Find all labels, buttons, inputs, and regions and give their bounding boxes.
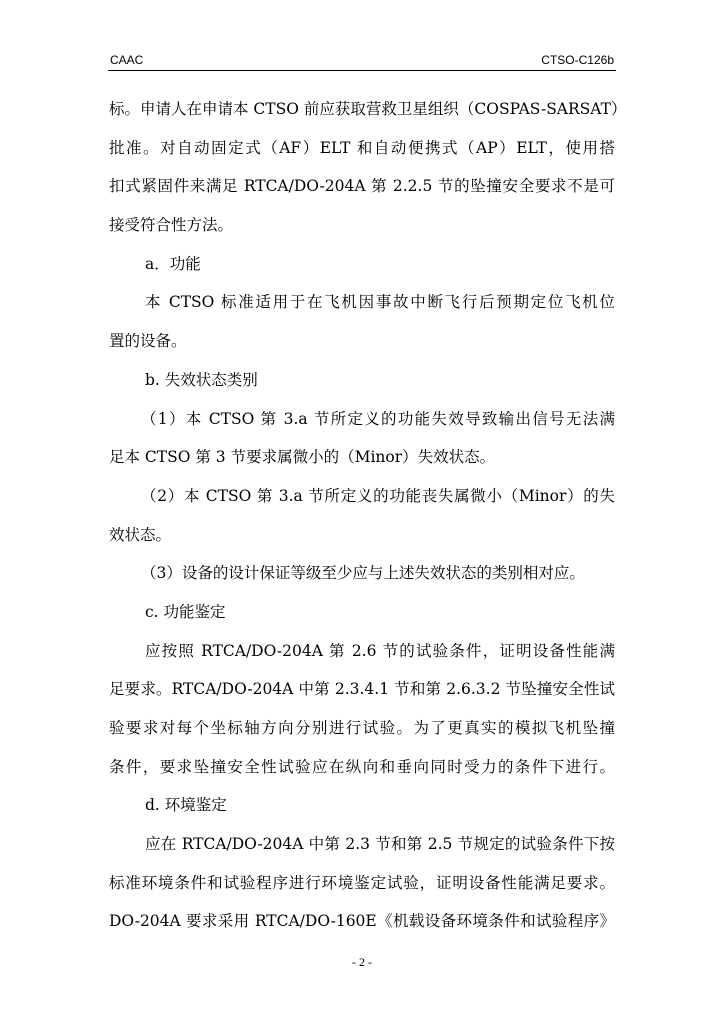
header-organization: CAAC — [110, 53, 144, 67]
body-line: 应在 RTCA/DO-204A 中第 2.3 节和第 2.5 节规定的试验条件下按 — [145, 835, 615, 854]
header-document-id: CTSO-C126b — [541, 53, 614, 67]
body-line: 条件，要求坠撞安全性试验应在纵向和垂向同时受力的条件下进行。 — [109, 757, 615, 776]
section-heading-a: a．功能 — [145, 254, 201, 273]
section-heading-d: d. 环境鉴定 — [145, 796, 227, 815]
body-line: 接受符合性方法。 — [109, 216, 234, 235]
body-line: （2）本 CTSO 第 3.a 节所定义的功能丧失属微小（Minor）的失 — [141, 486, 615, 505]
document-body — [109, 90, 627, 941]
body-line: DO-204A 要求采用 RTCA/DO-160E《机载设备环境条件和试验程序》 — [109, 912, 615, 931]
body-line: 足本 CTSO 第 3 节要求属微小的（Minor）失效状态。 — [109, 448, 496, 467]
body-line: 本 CTSO 标准适用于在飞机因事故中断飞行后预期定位飞机位 — [145, 293, 615, 312]
section-heading-b: b. 失效状态类别 — [145, 370, 258, 389]
body-line: 标准环境条件和试验程序进行环境鉴定试验，证明设备性能满足要求。 — [109, 873, 615, 892]
body-line: 足要求。RTCA/DO-204A 中第 2.3.4.1 节和第 2.6.3.2 节坠撞安全性试 — [109, 680, 615, 699]
header-divider — [108, 70, 616, 71]
body-line: 标。申请人在申请本 CTSO 前应获取营救卫星组织（COSPAS-SARSAT） — [109, 100, 627, 118]
body-line: 扣式紧固件来满足 RTCA/DO-204A 第 2.2.5 节的坠撞安全要求不是可 — [109, 177, 615, 196]
page-number: - 2 - — [352, 955, 372, 969]
body-line: 应按照 RTCA/DO-204A 第 2.6 节的试验条件，证明设备性能满 — [145, 641, 615, 660]
body-line: 效状态。 — [109, 525, 172, 544]
body-line: （1）本 CTSO 第 3.a 节所定义的功能失效导致输出信号无法满 — [141, 409, 615, 428]
section-heading-c: c. 功能鉴定 — [145, 602, 226, 621]
body-line: （3）设备的设计保证等级至少应与上述失效状态的类别相对应。 — [141, 564, 585, 583]
body-line: 验要求对每个坐标轴方向分别进行试验。为了更真实的模拟飞机坠撞 — [109, 719, 615, 737]
body-line: 置的设备。 — [109, 332, 187, 351]
body-line: 批准。对自动固定式（AF）ELT 和自动便携式（AP）ELT，使用搭 — [109, 138, 615, 157]
